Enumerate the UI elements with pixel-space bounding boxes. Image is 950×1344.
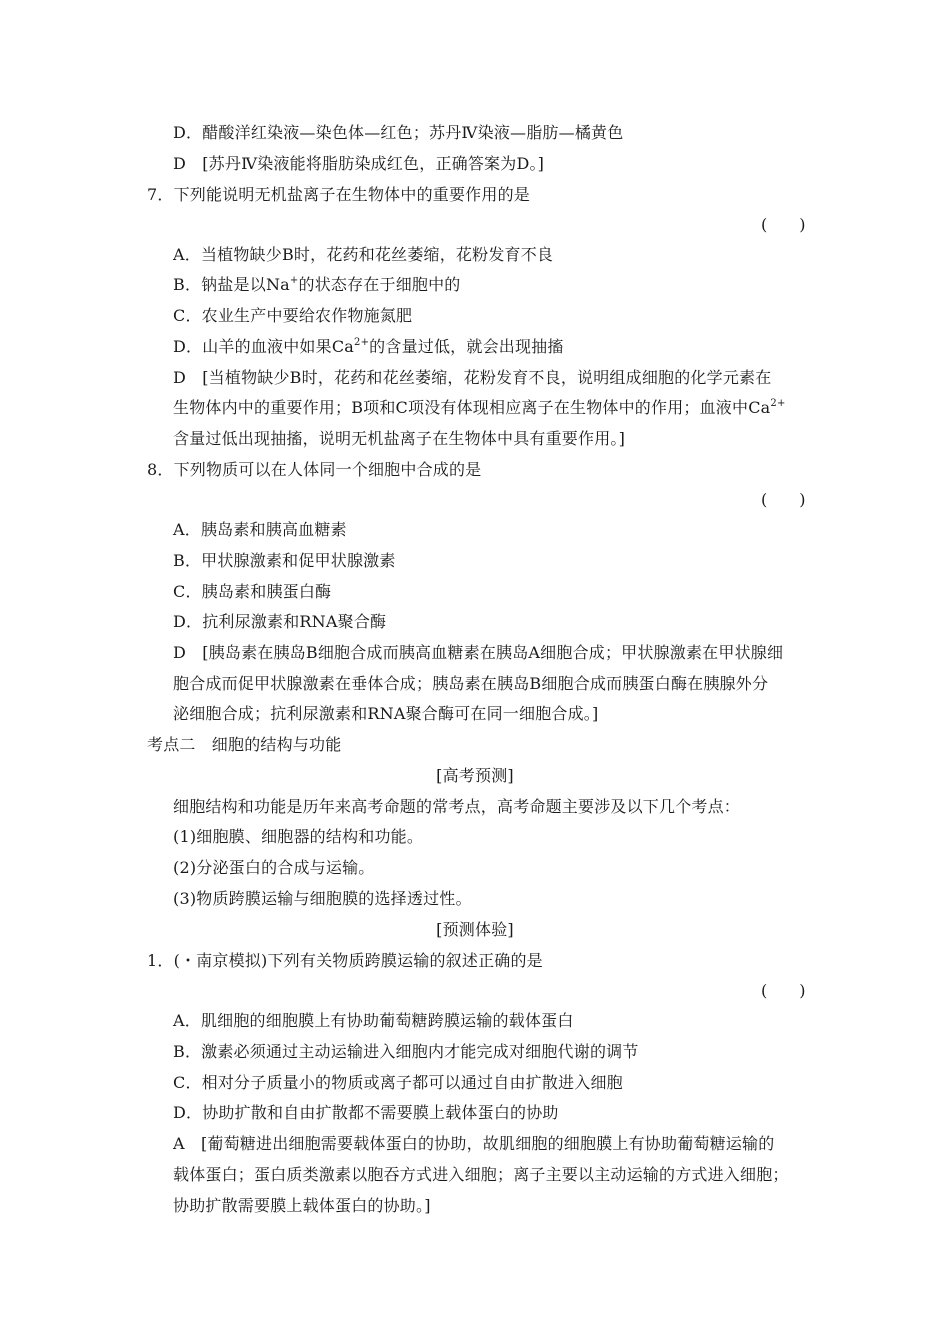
q8-answer-line2: 胞合成而促甲状腺激素在垂体合成；胰岛素在胰岛B细胞合成而胰蛋白酶在胰腺外分 <box>173 674 769 693</box>
q7-answer-blank: ( ) <box>761 215 806 234</box>
q8-option-d: D．抗利尿激素和RNA聚合酶 <box>173 612 387 631</box>
q6-answer: D [苏丹Ⅳ染液能将脂肪染成红色，正确答案为D。] <box>173 154 545 173</box>
q8-stem: 8．下列物质可以在人体同一个细胞中合成的是 <box>147 460 482 479</box>
q8-answer-blank: ( ) <box>761 490 806 509</box>
practice-title: [预测体验] <box>436 920 514 939</box>
p1-answer-blank: ( ) <box>761 981 806 1000</box>
q8-answer-line1: D [胰岛素在胰岛B细胞合成而胰高血糖素在胰岛A细胞合成；甲状腺激素在甲状腺细 <box>173 643 784 662</box>
q7-option-d: D．山羊的血液中如果$Ca^{2+}$的含量过低，就会出现抽搐 <box>173 336 564 356</box>
p1-answer-line2: 载体蛋白；蛋白质类激素以胞吞方式进入细胞；离子主要以主动运输的方式进入细胞； <box>173 1165 789 1184</box>
p1-stem: 1．(・南京模拟)下列有关物质跨膜运输的叙述正确的是 <box>147 951 543 970</box>
forecast-title: [高考预测] <box>436 766 514 785</box>
p1-option-d: D．协助扩散和自由扩散都不需要膜上载体蛋白的协助 <box>173 1103 559 1122</box>
q7-option-c: C．农业生产中要给农作物施氮肥 <box>173 306 413 325</box>
forecast-point-1: (1)细胞膜、细胞器的结构和功能。 <box>173 827 424 846</box>
p1-answer-line3: 协助扩散需要膜上载体蛋白的协助。] <box>173 1196 431 1215</box>
p1-option-a: A．肌细胞的细胞膜上有协助葡萄糖跨膜运输的载体蛋白 <box>173 1011 574 1030</box>
p1-option-c: C．相对分子质量小的物质或离子都可以通过自由扩散进入细胞 <box>173 1073 623 1092</box>
p1-option-b: B．激素必须通过主动运输进入细胞内才能完成对细胞代谢的调节 <box>173 1042 639 1061</box>
q7-answer-line3: 含量过低出现抽搐，说明无机盐离子在生物体中具有重要作用。] <box>173 429 626 448</box>
p1-answer-line1: A [葡萄糖进出细胞需要载体蛋白的协助，故肌细胞的细胞膜上有协助葡萄糖运输的 <box>173 1134 775 1153</box>
forecast-intro: 细胞结构和功能是历年来高考命题的常考点，高考命题主要涉及以下几个考点： <box>173 797 741 816</box>
q7-answer-line1: D [当植物缺少B时，花药和花丝萎缩，花粉发育不良，说明组成细胞的化学元素在 <box>173 368 772 387</box>
q6-option-d: D．醋酸洋红染液—染色体—红色；苏丹Ⅳ染液—脂肪—橘黄色 <box>173 123 624 142</box>
forecast-point-3: (3)物质跨膜运输与细胞膜的选择透过性。 <box>173 889 472 908</box>
q7-option-b: B．钠盐是以Na+的状态存在于细胞中的 <box>173 274 461 294</box>
q8-option-b: B．甲状腺激素和促甲状腺激素 <box>173 551 396 570</box>
q8-answer-line3: 泌细胞合成；抗利尿激素和RNA聚合酶可在同一细胞合成。] <box>173 704 599 723</box>
q7-answer-line2: 生物体内中的重要作用；B项和C项没有体现相应离子在生物体中的作用；血液中$Ca^{2+}$ <box>173 397 786 417</box>
section-heading: 考点二 细胞的结构与功能 <box>147 735 342 754</box>
q7-stem: 7．下列能说明无机盐离子在生物体中的重要作用的是 <box>147 185 530 204</box>
q8-option-c: C．胰岛素和胰蛋白酶 <box>173 582 332 601</box>
forecast-point-2: (2)分泌蛋白的合成与运输。 <box>173 858 375 877</box>
q8-option-a: A．胰岛素和胰高血糖素 <box>173 520 347 539</box>
q7-option-a: A．当植物缺少B时，花药和花丝萎缩，花粉发育不良 <box>173 245 554 264</box>
